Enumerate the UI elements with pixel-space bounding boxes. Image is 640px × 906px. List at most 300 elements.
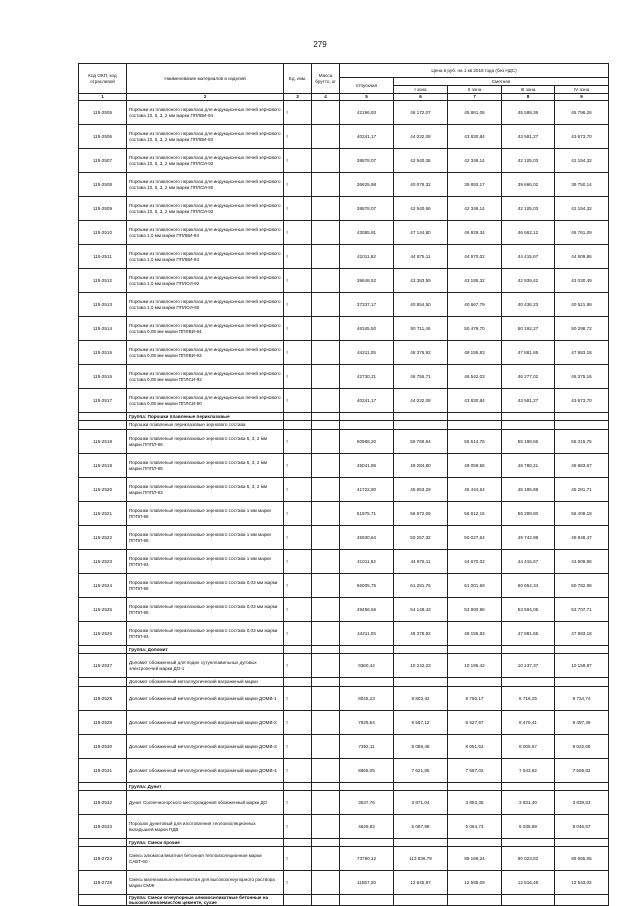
zone-4-price: 45 281,71 — [555, 478, 609, 502]
column-number: 5 — [340, 94, 394, 101]
item-name: Доломит обожженный металлургический вагранжный марки ДОМВ-3 — [127, 735, 284, 759]
code-cell — [79, 678, 127, 687]
release-price: 51975,71 — [340, 502, 394, 526]
item-name: Порошки из плавленого периклаза для индукционных печей зернового состава 1,0 мм марки ППЛСИ-92 — [127, 269, 284, 293]
empty-cell — [448, 678, 502, 687]
item-code: 115-2532 — [79, 791, 127, 815]
zone-1-price: 46 755,71 — [394, 365, 448, 389]
empty-cell — [502, 895, 555, 906]
table-row — [79, 711, 609, 735]
table-row — [79, 478, 609, 502]
release-price: 56005,75 — [340, 574, 394, 598]
zone-1-price: 44 032,08 — [394, 389, 448, 413]
item-unit: т — [284, 526, 312, 550]
zone-2-price: 12 588,09 — [448, 871, 502, 895]
zone-2-price: 42 346,14 — [448, 149, 502, 173]
zone-3-price: 8 716,25 — [502, 687, 555, 711]
zone-3-price: 50 192,27 — [502, 317, 555, 341]
release-price: 38878,07 — [340, 197, 394, 221]
item-code: 115-2522 — [79, 526, 127, 550]
empty-cell — [394, 895, 448, 906]
item-mass — [312, 293, 340, 317]
item-unit: т — [284, 815, 312, 839]
release-price: 9360,44 — [340, 654, 394, 678]
empty-cell — [555, 421, 609, 430]
item-code: 115-2524 — [79, 574, 127, 598]
item-unit: т — [284, 711, 312, 735]
release-price: 40241,17 — [340, 125, 394, 149]
zone-1-price: 7 621,85 — [394, 759, 448, 783]
table-row — [79, 221, 609, 245]
zone-4-price: 42 194,32 — [555, 149, 609, 173]
column-number: 6 — [394, 94, 448, 101]
empty-cell — [312, 839, 340, 847]
header-code: Код ОКП, код отраслевой — [79, 64, 127, 94]
zone-1-price: 42 540,56 — [394, 197, 448, 221]
zone-2-price: 45 444,64 — [448, 478, 502, 502]
zone-1-price: 46 172,07 — [394, 101, 448, 125]
page-number: 279 — [313, 40, 327, 49]
release-price: 44211,05 — [340, 341, 394, 365]
zone-2-price: 5 064,73 — [448, 815, 502, 839]
item-name: Порошки из плавленого периклаза для индукционных печей зернового состава 0,08 мм марки ППЛСИ-92 — [127, 365, 284, 389]
release-price: 46345,50 — [340, 317, 394, 341]
zone-4-price: 12 543,02 — [555, 871, 609, 895]
zone-2-price: 8 766,17 — [448, 687, 502, 711]
zone-1-price: 56 872,06 — [394, 502, 448, 526]
zone-4-price: 47 983,18 — [555, 622, 609, 646]
column-number: 4 — [312, 94, 340, 101]
empty-cell — [448, 895, 502, 906]
item-mass — [312, 430, 340, 454]
zone-3-price: 48 780,21 — [502, 454, 555, 478]
table-row — [79, 430, 609, 454]
item-name: Порошки плавленые периклазовые зернового состава 5, 3, 2 мм марки ПППЛ-95 — [127, 454, 284, 478]
item-name: Смесь алюмосиликатная бетонная теплоизоляционная марки САБТ-60 — [127, 847, 284, 871]
header-unit: Ед. изм. — [284, 64, 312, 94]
zone-1-price: 5 087,98 — [394, 815, 448, 839]
release-price: 42196,93 — [340, 101, 394, 125]
zone-4-price: 49 848,47 — [555, 526, 609, 550]
item-unit: т — [284, 654, 312, 678]
zone-3-price: 60 654,34 — [502, 574, 555, 598]
zone-3-price: 42 939,42 — [502, 269, 555, 293]
zone-3-price: 3 831,40 — [502, 791, 555, 815]
item-mass — [312, 173, 340, 197]
item-mass — [312, 245, 340, 269]
zone-2-price: 50 027,64 — [448, 526, 502, 550]
item-name: Порошки из плавленого периклаза для индукционных печей зернового состава 10, 5, 3, 2 мм марки ППЛВИ-93 — [127, 125, 284, 149]
subheader-title: Доломит обожженный металлургический вагранжный марки — [127, 678, 284, 687]
column-number-row — [79, 94, 609, 101]
empty-cell — [448, 413, 502, 421]
table-row — [79, 687, 609, 711]
zone-1-price: 10 242,23 — [394, 654, 448, 678]
zone-4-price: 44 509,86 — [555, 245, 609, 269]
table-row — [79, 526, 609, 550]
item-code: 115-2531 — [79, 759, 127, 783]
table-row — [79, 598, 609, 622]
zone-4-price: 8 022,65 — [555, 735, 609, 759]
item-unit: т — [284, 478, 312, 502]
zone-3-price: 8 479,41 — [502, 711, 555, 735]
group-title: Группа: Доломит — [127, 646, 284, 654]
release-price: 40241,17 — [340, 389, 394, 413]
table-row — [79, 735, 609, 759]
zone-2-price: 46 929,34 — [448, 221, 502, 245]
item-code: 115-2515 — [79, 341, 127, 365]
header-zone-3: III зона — [502, 86, 555, 94]
zone-1-price: 55 769,64 — [394, 430, 448, 454]
zone-4-price: 96 665,05 — [555, 847, 609, 871]
empty-cell — [448, 839, 502, 847]
item-code: 115-2518 — [79, 430, 127, 454]
zone-3-price: 12 516,45 — [502, 871, 555, 895]
table-row — [79, 245, 609, 269]
item-mass — [312, 389, 340, 413]
item-mass — [312, 101, 340, 125]
zone-1-price: 44 875,11 — [394, 550, 448, 574]
item-mass — [312, 454, 340, 478]
empty-cell — [502, 646, 555, 654]
item-name: Порошки из плавленого периклаза для индукционных печей зернового состава 1,0 мм марки ППЛВИ-94 — [127, 221, 284, 245]
zone-4-price: 55 315,75 — [555, 430, 609, 454]
release-price: 39648,52 — [340, 269, 394, 293]
table-row — [79, 815, 609, 839]
item-name: Порошки из плавленого периклаза для индукционных печей зернового состава 10, 5, 3, 2 мм марки ППЛСИ-92 — [127, 197, 284, 221]
zone-1-price: 50 711,46 — [394, 317, 448, 341]
empty-cell — [312, 421, 340, 430]
release-price: 45041,86 — [340, 454, 394, 478]
item-mass — [312, 847, 340, 871]
group-header-row — [79, 895, 609, 906]
empty-cell — [555, 646, 609, 654]
item-code: 115-2505 — [79, 101, 127, 125]
item-code: 115-2508 — [79, 173, 127, 197]
empty-cell — [284, 783, 312, 791]
zone-4-price: 50 298,72 — [555, 317, 609, 341]
zone-3-price: 47 881,65 — [502, 341, 555, 365]
release-price: 42730,31 — [340, 365, 394, 389]
empty-cell — [502, 421, 555, 430]
table-row — [79, 791, 609, 815]
zone-2-price: 61 001,69 — [448, 574, 502, 598]
release-price: 7829,54 — [340, 711, 394, 735]
release-price: 36625,98 — [340, 173, 394, 197]
empty-cell — [502, 783, 555, 791]
item-mass — [312, 341, 340, 365]
item-code: 115-2509 — [79, 197, 127, 221]
item-name: Порошки из плавленого периклаза для индукционных печей зернового состава 10, 5, 3, 2 мм марки ППЛСИ-90 — [127, 173, 284, 197]
zone-2-price: 95 169,24 — [448, 847, 502, 871]
zone-2-price: 43 830,84 — [448, 389, 502, 413]
zone-1-price: 40 076,32 — [394, 173, 448, 197]
empty-cell — [312, 413, 340, 421]
zone-2-price: 40 667,79 — [448, 293, 502, 317]
empty-cell — [340, 413, 394, 421]
group-title: Группа: Смеси прочие — [127, 839, 284, 847]
header-mass: Масса брутто, кг — [312, 64, 340, 94]
item-unit: т — [284, 871, 312, 895]
item-unit: т — [284, 101, 312, 125]
zone-2-price: 44 670,02 — [448, 550, 502, 574]
item-code: 115-2511 — [79, 245, 127, 269]
zone-4-price: 39 750,14 — [555, 173, 609, 197]
zone-1-price: 48 376,92 — [394, 341, 448, 365]
zone-3-price: 46 662,12 — [502, 221, 555, 245]
zone-1-price: 47 144,80 — [394, 221, 448, 245]
empty-cell — [340, 783, 394, 791]
empty-cell — [448, 783, 502, 791]
header-zone-2: II зона — [448, 86, 502, 94]
release-price: 6965,05 — [340, 759, 394, 783]
zone-3-price: 7 543,82 — [502, 759, 555, 783]
zone-1-price: 8 803,42 — [394, 687, 448, 711]
zone-3-price: 39 666,02 — [502, 173, 555, 197]
column-number: 1 — [79, 94, 127, 101]
release-price: 4649,93 — [340, 815, 394, 839]
item-unit: т — [284, 125, 312, 149]
item-code: 115-2523 — [79, 550, 127, 574]
item-mass — [312, 711, 340, 735]
table-row — [79, 871, 609, 895]
table-row — [79, 847, 609, 871]
empty-cell — [312, 678, 340, 687]
item-code: 115-2516 — [79, 365, 127, 389]
zone-3-price: 43 581,27 — [502, 125, 555, 149]
table-row — [79, 293, 609, 317]
zone-3-price: 45 185,88 — [502, 478, 555, 502]
code-cell — [79, 839, 127, 847]
zone-2-price: 42 346,14 — [448, 197, 502, 221]
item-name: Порошки плавленые периклазовые зернового состава 0,03 мм марки ПППЛ-93 — [127, 622, 284, 646]
subheader-row — [79, 678, 609, 687]
release-price: 73790,12 — [340, 847, 394, 871]
release-price: 45930,64 — [340, 526, 394, 550]
item-unit: т — [284, 598, 312, 622]
release-price: 41011,62 — [340, 245, 394, 269]
zone-3-price: 44 415,67 — [502, 550, 555, 574]
group-title: Группа: Смеси огнеупорные алюмосиликатные бетонные на высокоглиноземистом цементе, сухие — [127, 895, 284, 906]
code-cell — [79, 413, 127, 421]
item-mass — [312, 654, 340, 678]
empty-cell — [448, 421, 502, 430]
item-name: Порошки плавленые периклазовые зернового состава 0,03 мм марки ПППЛ-95 — [127, 598, 284, 622]
zone-1-price: 49 284,80 — [394, 454, 448, 478]
item-unit: т — [284, 454, 312, 478]
zone-2-price: 46 542,03 — [448, 365, 502, 389]
zone-2-price: 3 853,35 — [448, 791, 502, 815]
item-mass — [312, 197, 340, 221]
zone-2-price: 7 587,02 — [448, 759, 502, 783]
zone-1-price: 61 281,76 — [394, 574, 448, 598]
zone-3-price: 8 005,67 — [502, 735, 555, 759]
item-name: Доломит обожженный металлургический вагранжный марки ДОМВ-4 — [127, 759, 284, 783]
item-unit: т — [284, 293, 312, 317]
item-mass — [312, 269, 340, 293]
item-code: 115-2723 — [79, 847, 127, 871]
zone-4-price: 42 194,32 — [555, 197, 609, 221]
item-code: 115-2514 — [79, 317, 127, 341]
empty-cell — [312, 783, 340, 791]
zone-1-price: 8 088,48 — [394, 735, 448, 759]
item-code: 115-2519 — [79, 454, 127, 478]
item-name: Порошки из плавленого периклаза для индукционных печей зернового состава 1,0 мм марки ППЛВИ-93 — [127, 245, 284, 269]
empty-cell — [312, 646, 340, 654]
item-mass — [312, 791, 340, 815]
item-code: 115-2533 — [79, 815, 127, 839]
zone-3-price: 90 023,82 — [502, 847, 555, 871]
header-zone-4: IV зона — [555, 86, 609, 94]
zone-4-price: 43 673,70 — [555, 125, 609, 149]
item-mass — [312, 871, 340, 895]
column-number: 7 — [448, 94, 502, 101]
item-name: Порошки плавленые периклазовые зернового состава 5, 3, 2 мм марки ПППЛ-96 — [127, 430, 284, 454]
empty-cell — [340, 646, 394, 654]
item-mass — [312, 478, 340, 502]
item-unit: т — [284, 791, 312, 815]
zone-3-price: 46 277,02 — [502, 365, 555, 389]
code-cell — [79, 421, 127, 430]
release-price: 38878,07 — [340, 149, 394, 173]
zone-2-price: 56 612,15 — [448, 502, 502, 526]
item-name: Порошки из плавленого периклаза для индукционных печей зернового состава 0,08 мм марки ППЛСИ-90 — [127, 389, 284, 413]
item-name: Доломит обожженный металлургический вагранжный марки ДОМВ-2 — [127, 711, 284, 735]
item-code: 115-2506 — [79, 125, 127, 149]
table-row — [79, 173, 609, 197]
table-row — [79, 101, 609, 125]
zone-2-price: 45 861,06 — [448, 101, 502, 125]
zone-1-price: 44 032,08 — [394, 125, 448, 149]
zone-1-price: 8 567,12 — [394, 711, 448, 735]
table-row — [79, 197, 609, 221]
item-mass — [312, 365, 340, 389]
item-code: 115-2521 — [79, 502, 127, 526]
table-row — [79, 654, 609, 678]
zone-1-price: 42 540,36 — [394, 149, 448, 173]
item-unit: т — [284, 221, 312, 245]
empty-cell — [284, 646, 312, 654]
item-name: Порошки из плавленого периклаза для индукционных печей зернового состава 0,08 мм марки ППЛВИ-94 — [127, 317, 284, 341]
release-price: 8045,23 — [340, 687, 394, 711]
zone-4-price: 40 521,99 — [555, 293, 609, 317]
zone-4-price: 47 983,18 — [555, 341, 609, 365]
zone-4-price: 53 707,71 — [555, 598, 609, 622]
item-unit: т — [284, 245, 312, 269]
column-number: 2 — [127, 94, 284, 101]
item-name: Дунит Солнечногорского месторождения обожженный марки ДО — [127, 791, 284, 815]
zone-2-price: 8 051,52 — [448, 735, 502, 759]
item-mass — [312, 815, 340, 839]
zone-1-price: 50 257,32 — [394, 526, 448, 550]
empty-cell — [340, 421, 394, 430]
empty-cell — [394, 783, 448, 791]
zone-4-price: 46 761,09 — [555, 221, 609, 245]
item-unit: т — [284, 430, 312, 454]
release-price: 7392,11 — [340, 735, 394, 759]
zone-4-price: 48 883,67 — [555, 454, 609, 478]
zone-1-price: 12 645,87 — [394, 871, 448, 895]
table-row — [79, 125, 609, 149]
item-name: Порошки из плавленого периклаза для индукционных печей зернового состава 1,0 мм марки ППЛСИ-90 — [127, 293, 284, 317]
empty-cell — [502, 413, 555, 421]
item-unit: т — [284, 197, 312, 221]
table-row — [79, 574, 609, 598]
release-price: 49456,56 — [340, 598, 394, 622]
zone-3-price: 42 105,03 — [502, 149, 555, 173]
empty-cell — [555, 678, 609, 687]
table-row — [79, 317, 609, 341]
empty-cell — [555, 413, 609, 421]
item-code: 115-2525 — [79, 598, 127, 622]
release-price: 41722,80 — [340, 478, 394, 502]
item-code: 115-2530 — [79, 735, 127, 759]
release-price: 43085,91 — [340, 221, 394, 245]
zone-4-price: 60 782,98 — [555, 574, 609, 598]
item-code: 115-2529 — [79, 711, 127, 735]
empty-cell — [394, 646, 448, 654]
item-code: 115-2513 — [79, 293, 127, 317]
zone-4-price: 45 796,26 — [555, 101, 609, 125]
zone-4-price: 10 158,87 — [555, 654, 609, 678]
empty-cell — [555, 895, 609, 906]
item-unit: т — [284, 687, 312, 711]
empty-cell — [284, 413, 312, 421]
zone-1-price: 44 875,11 — [394, 245, 448, 269]
empty-cell — [284, 678, 312, 687]
item-name: Порошки плавленые периклазовые зернового состава 1 мм марки ПППЛ-93 — [127, 550, 284, 574]
item-mass — [312, 502, 340, 526]
zone-1-price: 45 653,29 — [394, 478, 448, 502]
item-mass — [312, 598, 340, 622]
empty-cell — [502, 678, 555, 687]
item-name: Доломит обожженный для подин сутунплавильных дуговых электропечей марки ДО-1 — [127, 654, 284, 678]
column-number: 3 — [284, 94, 312, 101]
empty-cell — [448, 646, 502, 654]
table-row — [79, 365, 609, 389]
zone-4-price: 3 839,53 — [555, 791, 609, 815]
zone-4-price: 8 497,39 — [555, 711, 609, 735]
item-code: 115-2526 — [79, 622, 127, 646]
item-name: Порошки из плавленого периклаза для индукционных печей зернового состава 10, 5, 3, 2 мм марки ППЛВИ-94 — [127, 101, 284, 125]
code-cell — [79, 783, 127, 791]
header-estimated: Сметная — [394, 78, 609, 86]
column-number: 8 — [502, 94, 555, 101]
item-name: Порошки плавленые периклазовые зернового состава 5, 3, 2 мм марки ПППЛ-93 — [127, 478, 284, 502]
item-name: Порошки плавленые периклазовые зернового состава 1 мм марки ПППЛ-95 — [127, 526, 284, 550]
item-unit: т — [284, 622, 312, 646]
group-header-row — [79, 783, 609, 791]
zone-4-price: 46 375,16 — [555, 365, 609, 389]
empty-cell — [312, 895, 340, 906]
zone-4-price: 56 409,18 — [555, 502, 609, 526]
zone-2-price: 43 185,32 — [448, 269, 502, 293]
item-code: 115-2507 — [79, 149, 127, 173]
item-mass — [312, 149, 340, 173]
table-row — [79, 269, 609, 293]
zone-3-price: 45 599,36 — [502, 101, 555, 125]
header-price-group: Цена в руб. на 1 кв 2018 года (без НДС) — [340, 64, 609, 78]
item-name: Порошки плавленые периклазовые зернового состава 1 мм марки ПППЛ-96 — [127, 502, 284, 526]
zone-2-price: 55 514,76 — [448, 430, 502, 454]
item-unit: т — [284, 389, 312, 413]
zone-1-price: 54 148,43 — [394, 598, 448, 622]
empty-cell — [394, 421, 448, 430]
price-table — [78, 63, 609, 906]
table-row — [79, 502, 609, 526]
subheader-title: Порошки плавленые периклазовые зернового состава — [127, 421, 284, 430]
zone-2-price: 48 155,83 — [448, 341, 502, 365]
